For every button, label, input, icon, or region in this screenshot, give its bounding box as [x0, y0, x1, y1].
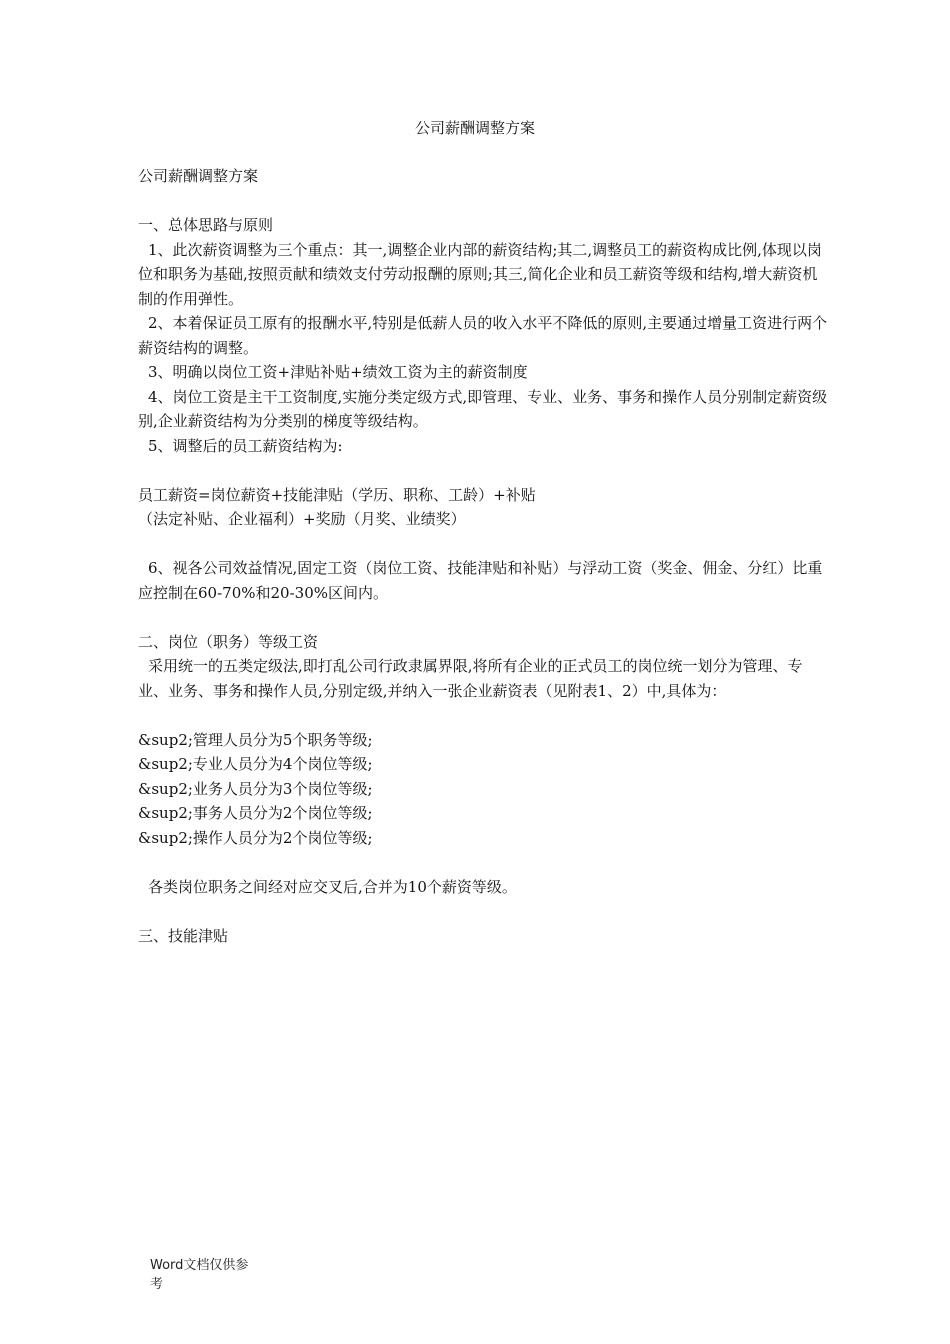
level-item-4: &sup2;事务人员分为2个岗位等级; [138, 804, 373, 822]
section-2-heading: 二、岗位（职务）等级工资 [138, 632, 319, 651]
section-3-heading: 三、技能津贴 [138, 926, 229, 945]
section-2-intro: 采用统一的五类定级法,即打乱公司行政隶属界限,将所有企业的正式员工的岗位统一划分为管理、专业、业务、事务和操作人员,分别定级,并纳入一张企业薪资表（见附表1、2）中,具体为： [138, 657, 803, 700]
spacer [138, 458, 828, 483]
section-1-item-5: 5、调整后的员工薪资结构为: [148, 436, 343, 455]
level-item-3: &sup2;业务人员分为3个岗位等级; [138, 779, 373, 798]
salary-formula-line-1: 员工薪资=岗位薪资+技能津贴（学历、职称、工龄）+补贴 [138, 485, 536, 504]
document-subtitle: 公司薪酬调整方案 [138, 167, 259, 185]
section-1-item-1: 1、此次薪资调整为三个重点：其一,调整企业内部的薪资结构;其二,调整员工的薪资构成比例,体现以岗位和职务为基础,按照贡献和绩效支付劳动报酬的原则;其三,简化企业和员工薪资等级和结构,增大薪资机制的作用弹性。 [138, 240, 822, 308]
spacer [138, 605, 828, 630]
spacer [138, 189, 828, 214]
section-1-item-6: 6、视各公司效益情况,固定工资（岗位工资、技能津贴和补贴）与浮动工资（奖金、佣金、分红）比重应控制在60-70%和20-30%区间内。 [138, 559, 823, 602]
spacer [138, 850, 828, 875]
spacer [138, 532, 828, 557]
level-item-2: &sup2;专业人员分为4个岗位等级; [138, 755, 373, 773]
level-item-5: &sup2;操作人员分为2个岗位等级; [138, 828, 373, 847]
document-body [138, 164, 828, 948]
section-1-item-3: 3、明确以岗位工资+津贴补贴+绩效工资为主的薪资制度 [148, 363, 528, 381]
section-1-item-2: 2、本着保证员工原有的报酬水平,特别是低薪人员的收入水平不降低的原则,主要通过增量工资进行两个薪资结构的调整。 [138, 314, 828, 357]
spacer [138, 899, 828, 924]
salary-formula-line-2: （法定补贴、企业福利）+奖励（月奖、业绩奖） [138, 510, 466, 528]
level-item-1: &sup2;管理人员分为5个职务等级; [138, 730, 373, 749]
footer-note: Word文档仅供参考 [150, 1258, 249, 1292]
section-1-heading: 一、总体思路与原则 [138, 216, 274, 234]
spacer [138, 703, 828, 728]
document-title: 公司薪酬调整方案 [414, 119, 535, 137]
section-1-item-4: 4、岗位工资是主干工资制度,实施分类定级方式,即管理、专业、业务、事务和操作人员分别制定薪资级别,企业薪资结构为分类别的梯度等级结构。 [138, 387, 828, 430]
section-2-summary: 各类岗位职务之间经对应交叉后,合并为10个薪资等级。 [148, 877, 517, 896]
